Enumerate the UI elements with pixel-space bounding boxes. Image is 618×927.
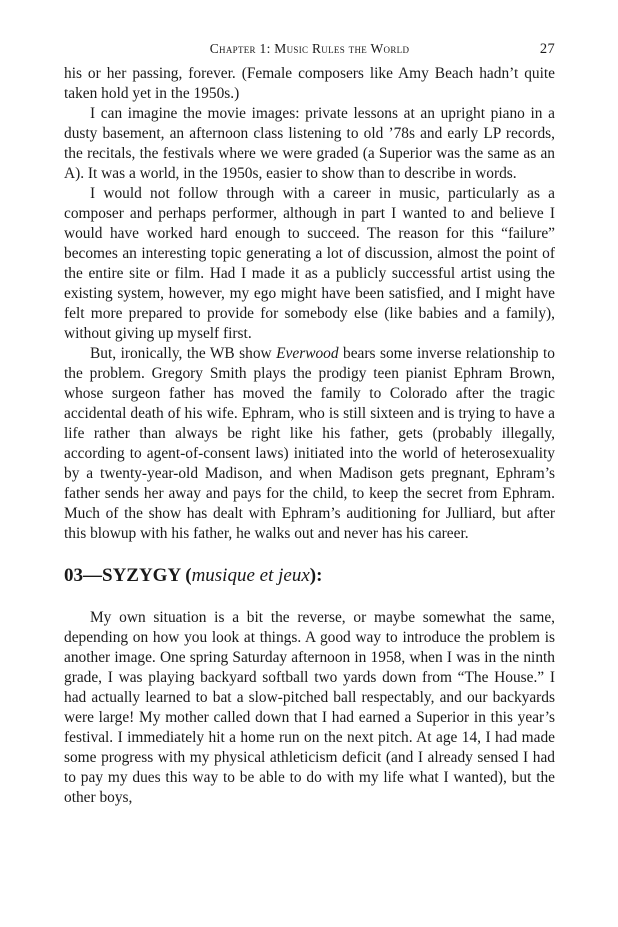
paragraph: I can imagine the movie images: private lessons at an upright piano in a dusty basement, an afternoon class listening to old ’78s and early LP records, the recitals, the festivals where we were graded (a Superior was the same as an A). It was a world, in the 1950s, easier to show than to describe in words. [64, 105, 555, 182]
paragraph-text: bears some inverse relationship to the problem. Gregory Smith plays the prodigy teen pianist Ephram Brown, whose surgeon father has moved the family to Colorado after the tragic accidental death of his wife. Ephram, who is still sixteen and is trying to have a life rather than always be right like his father, gets (probably illegally, according to agent-of-consent laws) initiated into the world of heterosexuality by a twenty-year-old Madison, and when Madison gets pregnant, Ephram’s father sends her away and pays for the child, to keep the secret from Ephram. Much of the show has dealt with Ephram’s auditioning for Julliard, but after this blowup with his father, he walks out and never has his career. [64, 345, 555, 542]
section-heading-end: ): [309, 565, 323, 586]
body-text [64, 64, 555, 808]
running-header [64, 40, 555, 62]
section-heading-italic: musique et jeux [191, 565, 310, 586]
paragraph-text: But, ironically, the WB show [90, 345, 277, 362]
paragraph [64, 344, 555, 544]
paragraph: I would not follow through with a career in music, particularly as a composer and perhaps performer, although in part I wanted to and believe I would have worked hard enough to succeed. The reason for this “failure” becomes an interesting topic generating a lot of discussion, almost the point of the entire site or film. Had I made it as a publicly successful artist using the existing system, however, my ego might have been satisfied, and I might have felt more prepared to provide for somebody else (like babies and a family), without giving up myself first. [64, 185, 555, 342]
chapter-title: Chapter 1: Music Rules the World [209, 41, 410, 56]
book-page [64, 40, 555, 808]
show-title: Everwood [276, 345, 339, 362]
paragraph: My own situation is a bit the reverse, or maybe somewhat the same, depending on how you look at things. A good way to introduce the problem is another image. One spring Saturday afternoon in 1958, when I was in the ninth grade, I was playing backyard softball two yards down from “The House.” I had actually learned to bat a slow-pitched ball respectably, and our backyards were large! My mother called down that I had earned a Superior in this year’s festival. I immediately hit a home run on the next pitch. At age 14, I had made some progress with my physical athleticism deficit (and I already sensed I had to pay my dues this way to be able to do with my life what I wanted), but the other boys, [64, 609, 555, 806]
page-number: 27 [539, 41, 555, 57]
section-heading-main: 03—SYZYGY ( [64, 565, 192, 586]
paragraph: his or her passing, forever. (Female composers like Amy Beach hadn’t quite taken hold yet in the 1950s.) [64, 65, 555, 102]
section-heading [64, 564, 555, 588]
